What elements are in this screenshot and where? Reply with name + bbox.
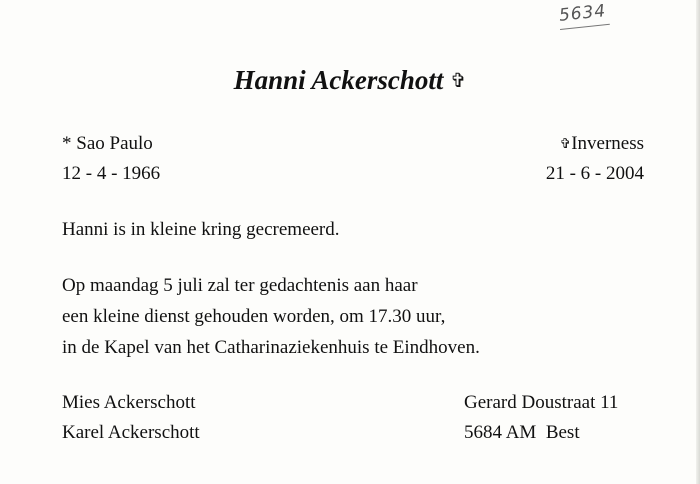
death-date: 21 - 6 - 2004 [545,163,644,184]
memorial-text-line-2: een kleine dienst gehouden worden, om 17.30 uur, [62,306,446,327]
death-cross-icon: ✞ [559,136,572,151]
cross-icon: ✞ [450,71,467,93]
cremation-text: Hanni is in kleine kring gecremeerd. [62,219,340,240]
archive-number: 5634 [558,1,608,26]
address-city: 5684 AM Best [464,422,580,443]
deceased-name: Hanni Ackerschott [233,65,444,95]
death-place: Inverness [571,133,644,155]
memorial-text-line-3: in de Kapel van het Catharinaziekenhuis te Eindhoven. [62,337,480,358]
birth-place: Sao Paulo [76,133,153,154]
deceased-name-heading [0,64,700,98]
birth-date: 12 - 4 - 1966 [62,163,161,184]
birth-place-line [62,128,153,159]
birth-star-icon: * [62,133,72,154]
signatory-name: Mies Ackerschott [62,392,196,413]
signatory-name: Karel Ackerschott [62,422,200,443]
address-street: Gerard Doustraat 11 [464,392,619,413]
death-place-line [440,128,644,159]
memorial-text-line-1: Op maandag 5 juli zal ter gedachtenis aan haar [62,275,418,296]
